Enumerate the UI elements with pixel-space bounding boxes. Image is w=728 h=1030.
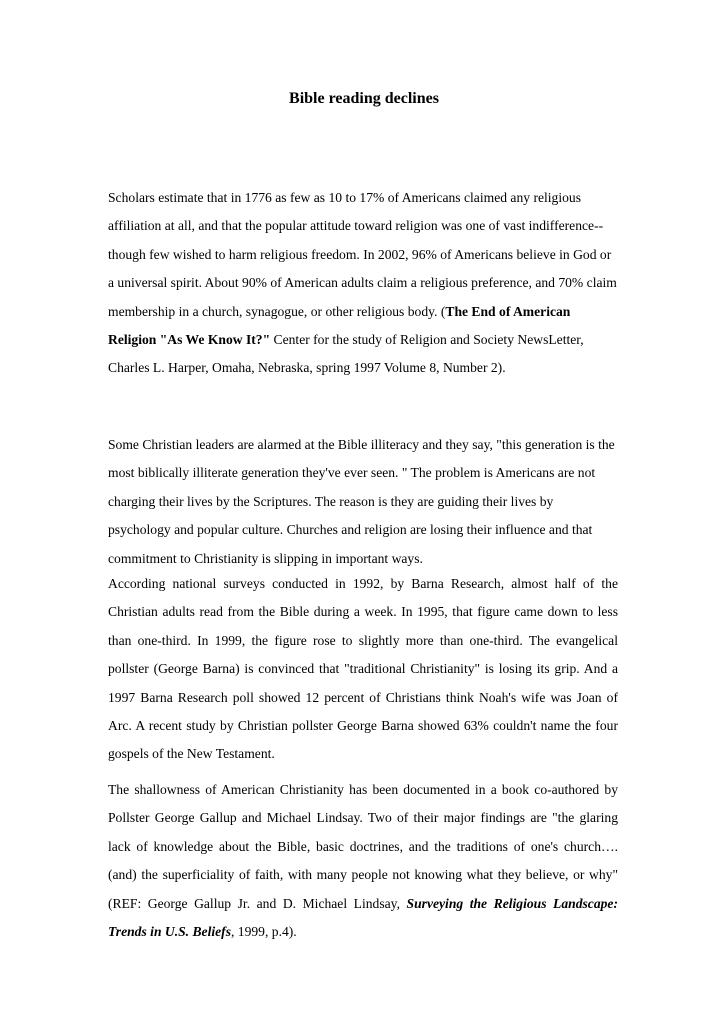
paragraph-1-text-b: Center for the study of Religion and Society NewsLetter, Charles L. Harper, Omaha, Nebraska, spring 1997 Volume 8, Number 2). [108,332,584,376]
paragraph-1-text-a: Scholars estimate that in 1776 as few as 10 to 17% of Americans claimed any religious affiliation at all, and that the popular attitude toward religion was one of vast indifference--though few wished to harm religious freedom. In 2002, 96% of Americans believe in God or a universal spirit. About 90% of American adults claim a religious preference, and 70% claim membership in a church, synagogue, or other religious body. ( [108,190,617,319]
paragraph-religious-affiliation [108,184,618,383]
paragraph-bible-illiteracy: Some Christian leaders are alarmed at the Bible illiteracy and they say, "this generation is the most biblically illiterate generation they've ever seen. " The problem is Americans are not charging their lives by the Scriptures. The reason is they are guiding their lives by psychology and popular culture. Churches and religion are losing their influence and that commitment to Christianity is slipping in important ways. [108,437,615,566]
paragraph-barna-surveys: According national surveys conducted in 1992, by Barna Research, almost half of the Christian adults read from the Bible during a week. In 1995, that figure came down to less than one-third. In 1999, the figure rose to slightly more than one-third. The evangelical pollster (George Barna) is convinced that "traditional Christianity" is losing its grip. And a 1997 Barna Research poll showed 12 percent of Christians think Noah's wife was Joan of Arc. A recent study by Christian pollster George Barna showed 63% couldn't name the four gospels of the New Testament. [108,576,618,762]
book-title: Surveying the Religious Landscape: Trends in U.S. Beliefs [108,895,618,940]
paragraph-4-text-b: , 1999, p.4). [230,924,297,940]
page-title: Bible reading declines [289,90,439,107]
paragraph-4-text-a: The shallowness of American Christianity has been documented in a book co-authored by Pollster George Gallup and Michael Lindsay. Two of their major findings are "the glaring lack of knowledge about the Bible, basic doctrines, and the traditions of one's church…. (and) the superficiality of faith, with many people not knowing what they believe, or why" (REF: George Gallup Jr. and D. Michael Lindsay, [108,782,618,911]
paragraph-gallup-findings [108,776,618,946]
newsletter-article-title: The End of American Religion "As We Know It?" [108,303,571,348]
